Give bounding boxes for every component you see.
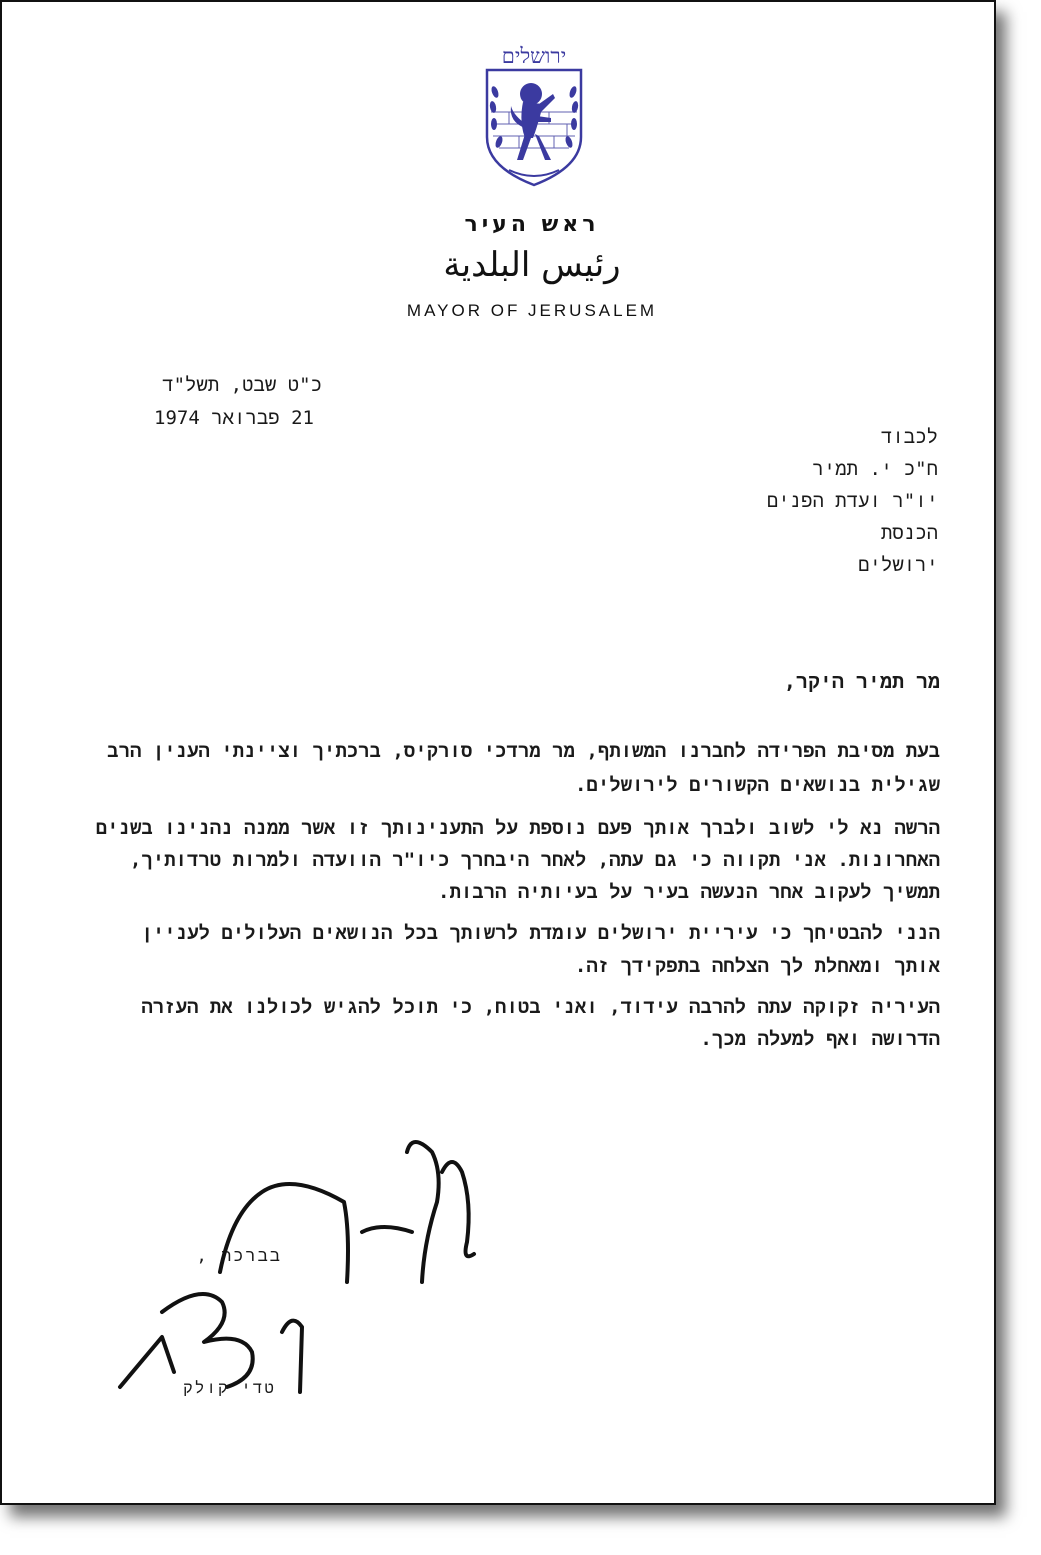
body-line: שגילית בנושאים הקשורים לירושלים. bbox=[574, 774, 940, 796]
recipient-line: ח"כ י. תמיר bbox=[812, 458, 938, 480]
body-line: האחרונות. אני תקווה כי גם עתה, לאחר היבחרך כיו"ר הוועדה ולמרות טרדותיך, bbox=[129, 849, 940, 871]
body-line: תמשיך לעקוב אחר הנעשה בעיר על בעיותיה הרבות. bbox=[438, 881, 940, 903]
body-line: אותך ומאחלת לך הצלחה בתפקידך זה. bbox=[574, 955, 940, 977]
body-line: העיריה זקוקה עתה להרבה עידוד, ואני בטוח, כי תוכל להגיש לכולנו את העזרה bbox=[141, 996, 940, 1018]
signer-name: טדי קולק bbox=[183, 1378, 276, 1397]
hebrew-date: כ"ט שבט, תשל"ד bbox=[162, 374, 322, 396]
recipient-line: יו"ר ועדת הפנים bbox=[766, 490, 938, 512]
title-english: MAYOR OF JERUSALEM bbox=[406, 301, 658, 320]
recipient-line: הכנסת bbox=[880, 522, 938, 544]
recipient-line: לכבוד bbox=[880, 426, 938, 448]
title-arabic: رئيس البلدية bbox=[443, 245, 621, 285]
body-line: בעת מסיבת הפרידה לחברנו המשותף, מר מרדכי סורקיס, ברכתיך וציינתי הענין הרב bbox=[107, 740, 940, 762]
closing: בברכה , bbox=[196, 1246, 282, 1266]
greeting: מר תמיר היקר, bbox=[783, 669, 940, 693]
handwritten-signature-icon bbox=[112, 1132, 492, 1402]
body-line: הרשה נא לי לשוב ולברך אותך פעם נוספת על התענינותך זו אשר ממנה נהנינו בשנים bbox=[95, 817, 940, 839]
body-line: הדרושה ואף למעלה מכך. bbox=[700, 1028, 940, 1050]
recipient-line: ירושלים bbox=[858, 554, 938, 576]
gregorian-date: 21 פברואר 1974 bbox=[154, 407, 314, 429]
body-line: הנני להבטיחך כי עיריית ירושלים עומדת לרשותך בכל הנושאים העלולים לעניין bbox=[141, 922, 940, 944]
emblem-text: ירושלים bbox=[501, 44, 567, 68]
title-hebrew: ראש העיר bbox=[464, 212, 600, 237]
